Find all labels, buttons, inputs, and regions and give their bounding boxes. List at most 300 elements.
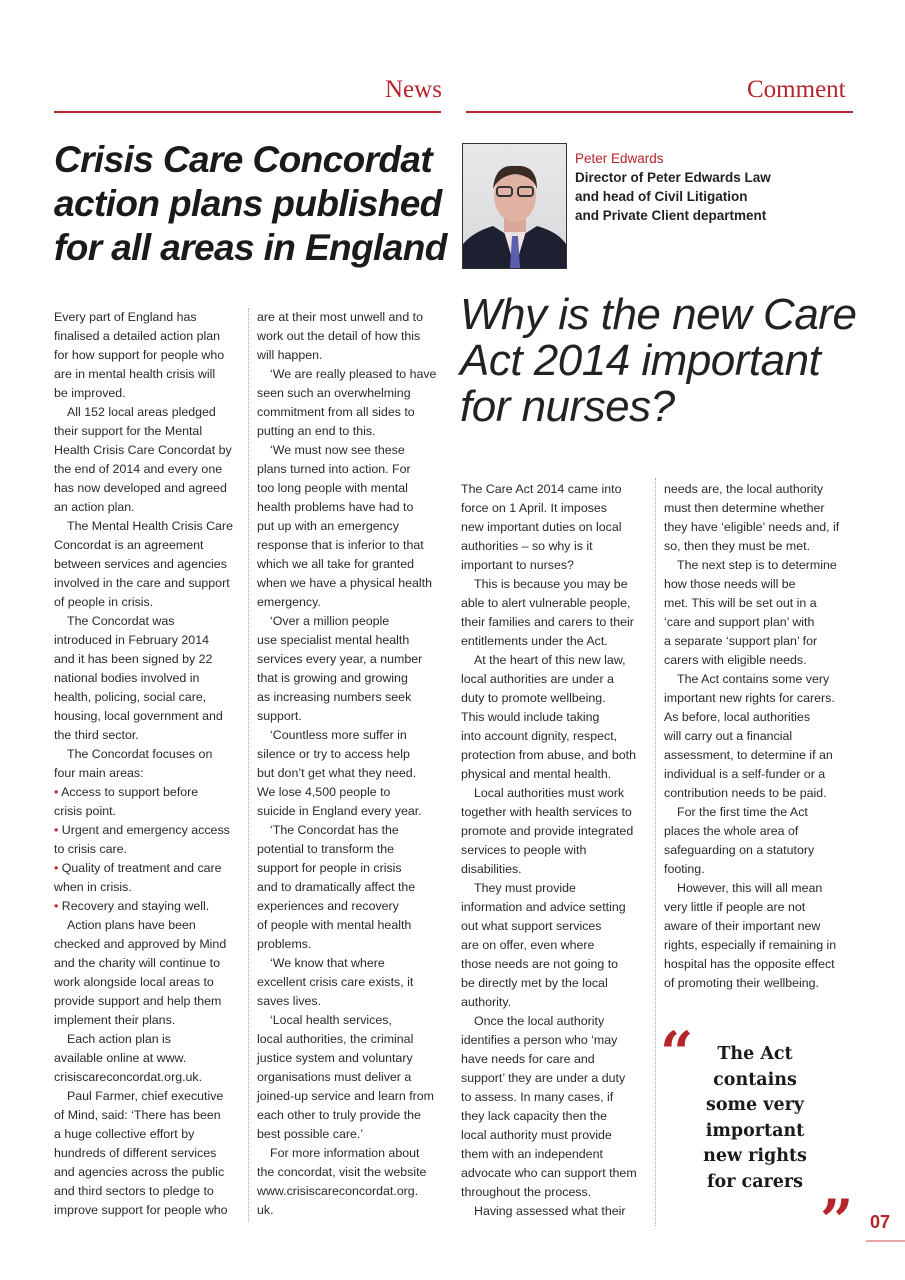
line-text: which we all take for granted <box>257 557 415 571</box>
text-line <box>54 1163 246 1182</box>
line-text: services to people with <box>461 843 587 857</box>
line-text: implement their plans. <box>54 1013 176 1027</box>
text-line <box>664 879 856 898</box>
line-text: response that is inferior to that <box>257 538 424 552</box>
line-text: checked and approved by Mind <box>54 937 227 951</box>
line-text: are at their most unwell and to <box>257 310 423 324</box>
line-text: of people with mental health <box>257 918 412 932</box>
text-line <box>54 384 246 403</box>
text-line <box>257 821 449 840</box>
comment-title <box>460 292 856 430</box>
text-line <box>257 308 449 327</box>
news-column-2 <box>257 308 449 1220</box>
text-line <box>54 916 246 935</box>
bullet-icon: • <box>54 785 62 799</box>
line-text: out what support services <box>461 919 602 933</box>
title-line: for nurses? <box>460 382 675 431</box>
text-line <box>664 708 856 727</box>
paragraph <box>54 308 246 403</box>
text-line <box>257 954 449 973</box>
line-text: excellent crisis care exists, it <box>257 975 414 989</box>
line-text: four main areas: <box>54 766 144 780</box>
text-line <box>664 860 856 879</box>
line-text: putting an end to this. <box>257 424 376 438</box>
line-text: All 152 local areas pledged <box>67 405 216 419</box>
text-line <box>54 517 246 536</box>
text-line <box>461 1202 653 1221</box>
line-text: duty to promote wellbeing. <box>461 691 606 705</box>
line-text: crisis point. <box>54 804 116 818</box>
text-line <box>257 327 449 346</box>
text-line <box>257 802 449 821</box>
line-text: and agencies across the public <box>54 1165 225 1179</box>
paragraph <box>664 556 856 670</box>
line-text: services every year, a number <box>257 652 423 666</box>
text-line <box>54 536 246 555</box>
paragraph <box>461 1012 653 1202</box>
line-text: advocate who can support them <box>461 1166 637 1180</box>
line-text: are on offer, even where <box>461 938 595 952</box>
text-line <box>257 973 449 992</box>
line-text: Having assessed what their <box>474 1204 626 1218</box>
line-text: are in mental health crisis will <box>54 367 216 381</box>
close-quote-icon: ” <box>820 1187 854 1255</box>
line-text: justice system and voluntary <box>257 1051 413 1065</box>
line-text: an action plan. <box>54 500 135 514</box>
text-line <box>54 992 246 1011</box>
text-line <box>664 537 856 556</box>
line-text: introduced in February 2014 <box>54 633 209 647</box>
text-line <box>54 859 246 878</box>
line-text: between services and agencies <box>54 557 227 571</box>
bullet-icon: • <box>54 823 62 837</box>
section-label-comment: Comment <box>747 76 846 103</box>
text-line <box>54 612 246 631</box>
text-line <box>257 840 449 859</box>
text-line <box>54 498 246 517</box>
line-text: for how support for people who <box>54 348 225 362</box>
text-line <box>54 745 246 764</box>
paragraph <box>257 308 449 365</box>
text-line <box>257 745 449 764</box>
line-text: the end of 2014 and every one <box>54 462 223 476</box>
bullet-icon: • <box>54 861 62 875</box>
text-line <box>664 803 856 822</box>
line-text: safeguarding on a statutory <box>664 843 815 857</box>
text-line <box>461 993 653 1012</box>
text-line <box>461 689 653 708</box>
text-line <box>461 955 653 974</box>
text-line <box>461 1031 653 1050</box>
line-text: involved in the care and support <box>54 576 230 590</box>
bullet-item <box>54 859 246 897</box>
paragraph <box>54 1030 246 1087</box>
line-text: ‘Countless more suffer in <box>270 728 407 742</box>
text-line <box>257 935 449 954</box>
line-text: Action plans have been <box>67 918 196 932</box>
text-line <box>54 460 246 479</box>
line-text: suicide in England every year. <box>257 804 422 818</box>
text-line <box>257 460 449 479</box>
text-line <box>461 1012 653 1031</box>
paragraph <box>461 879 653 1012</box>
text-line <box>461 974 653 993</box>
author-byline <box>575 149 771 225</box>
text-line <box>664 822 856 841</box>
text-line <box>664 632 856 651</box>
text-line <box>54 1011 246 1030</box>
line-text: will happen. <box>257 348 323 362</box>
line-text: new important duties on local <box>461 520 622 534</box>
line-text: ‘We are really pleased to have <box>270 367 437 381</box>
line-text: crisiscareconcordat.org.uk. <box>54 1070 203 1084</box>
text-line <box>54 1087 246 1106</box>
line-text: places the whole area of <box>664 824 799 838</box>
line-text: uk. <box>257 1203 274 1217</box>
line-text: Urgent and emergency access <box>61 823 230 837</box>
text-line <box>257 992 449 1011</box>
paragraph <box>257 954 449 1011</box>
title-line: Act 2014 important <box>460 336 821 385</box>
line-text: At the heart of this new law, <box>474 653 626 667</box>
text-line <box>461 632 653 651</box>
text-line <box>461 1069 653 1088</box>
text-line <box>54 707 246 726</box>
bullet-icon: • <box>54 899 62 913</box>
line-text: silence or try to access help <box>257 747 410 761</box>
pull-quote-line: The Act <box>717 1044 793 1064</box>
line-text: promote and provide integrated <box>461 824 634 838</box>
text-line <box>257 1125 449 1144</box>
line-text: seen such an overwhelming <box>257 386 411 400</box>
bullet-item <box>54 821 246 859</box>
line-text: together with health services to <box>461 805 632 819</box>
text-line <box>54 1201 246 1220</box>
text-line <box>461 803 653 822</box>
paragraph <box>54 916 246 1030</box>
line-text: contribution needs to be paid. <box>664 786 827 800</box>
line-text: rights, especially if remaining in <box>664 938 837 952</box>
text-line <box>461 613 653 632</box>
text-line <box>257 631 449 650</box>
line-text: The Concordat was <box>67 614 175 628</box>
paragraph <box>664 480 856 556</box>
line-text: support. <box>257 709 302 723</box>
text-line <box>54 1030 246 1049</box>
paragraph <box>664 670 856 803</box>
paragraph <box>257 726 449 821</box>
comment-column-2 <box>664 480 856 993</box>
text-line <box>54 802 246 821</box>
line-text: organisations must deliver a <box>257 1070 412 1084</box>
line-text: This would include taking <box>461 710 600 724</box>
text-line <box>54 726 246 745</box>
open-quote-icon: “ <box>660 1019 694 1087</box>
line-text: work alongside local areas to <box>54 975 214 989</box>
text-line <box>257 1030 449 1049</box>
paragraph <box>54 612 246 745</box>
text-line <box>664 974 856 993</box>
author-role: and Private Client department <box>575 208 767 223</box>
text-line <box>54 650 246 669</box>
text-line <box>461 898 653 917</box>
text-line <box>664 480 856 499</box>
bullet-item <box>54 783 246 821</box>
author-photo <box>462 143 567 269</box>
text-line <box>257 1201 449 1220</box>
line-text: hundreds of different services <box>54 1146 217 1160</box>
comment-rule <box>466 111 853 113</box>
text-line <box>461 651 653 670</box>
line-text: This is because you may be <box>474 577 628 591</box>
text-line <box>257 859 449 878</box>
text-line <box>257 441 449 460</box>
line-text: how those needs will be <box>664 577 796 591</box>
line-text: ‘care and support plan’ with <box>664 615 815 629</box>
pull-quote-line: contains <box>713 1069 797 1090</box>
line-text: Local authorities must work <box>474 786 625 800</box>
line-text: Each action plan is <box>67 1032 172 1046</box>
line-text: throughout the process. <box>461 1185 592 1199</box>
text-line <box>257 346 449 365</box>
text-line <box>664 765 856 784</box>
text-line <box>664 898 856 917</box>
text-line <box>54 1106 246 1125</box>
paragraph <box>257 612 449 726</box>
line-text: local authorities, the criminal <box>257 1032 414 1046</box>
line-text: support for people in crisis <box>257 861 402 875</box>
line-text: health problems have had to <box>257 500 414 514</box>
text-line <box>664 917 856 936</box>
line-text: www.crisiscareconcordat.org. <box>257 1184 419 1198</box>
line-text: health, policing, social care, <box>54 690 207 704</box>
text-line <box>257 783 449 802</box>
text-line <box>257 612 449 631</box>
line-text: potential to transform the <box>257 842 395 856</box>
paragraph <box>461 651 653 784</box>
line-text: The next step is to determine <box>677 558 837 572</box>
line-text: be directly met by the local <box>461 976 608 990</box>
line-text: Once the local authority <box>474 1014 605 1028</box>
line-text: footing. <box>664 862 705 876</box>
text-line <box>257 1011 449 1030</box>
line-text: will carry out a financial <box>664 729 793 743</box>
column-divider <box>655 478 656 1226</box>
text-line <box>54 1068 246 1087</box>
line-text: when we have a physical health <box>257 576 432 590</box>
line-text: The Care Act 2014 came into <box>461 482 622 496</box>
text-line <box>461 537 653 556</box>
line-text: plans turned into action. For <box>257 462 411 476</box>
line-text: to crisis care. <box>54 842 127 856</box>
line-text: assessment, to determine if an <box>664 748 833 762</box>
line-text: Concordat is an agreement <box>54 538 204 552</box>
line-text: work out the detail of how this <box>257 329 421 343</box>
text-line <box>257 498 449 517</box>
line-text: housing, local government and <box>54 709 223 723</box>
text-line <box>461 784 653 803</box>
text-line <box>257 422 449 441</box>
news-headline <box>54 138 454 270</box>
line-text: However, this will all mean <box>677 881 823 895</box>
text-line <box>664 841 856 860</box>
line-text: entitlements under the Act. <box>461 634 608 648</box>
text-line <box>461 575 653 594</box>
line-text: too long people with mental <box>257 481 408 495</box>
headline-line: action plans published <box>54 183 442 224</box>
text-line <box>461 1164 653 1183</box>
paragraph <box>461 575 653 651</box>
text-line <box>257 536 449 555</box>
text-line <box>461 1183 653 1202</box>
text-line <box>54 308 246 327</box>
text-line <box>54 574 246 593</box>
text-line <box>461 917 653 936</box>
text-line <box>257 726 449 745</box>
text-line <box>461 708 653 727</box>
text-line <box>257 1068 449 1087</box>
paragraph <box>54 1087 246 1220</box>
line-text: physical and mental health. <box>461 767 612 781</box>
line-text: ‘The Concordat has the <box>270 823 399 837</box>
text-line <box>257 916 449 935</box>
text-line <box>664 575 856 594</box>
line-text: The Concordat focuses on <box>67 747 213 761</box>
line-text: each other to truly provide the <box>257 1108 421 1122</box>
comment-column-1 <box>461 480 653 1221</box>
paragraph <box>257 821 449 954</box>
text-line <box>461 594 653 613</box>
line-text: to assess. In many cases, if <box>461 1090 614 1104</box>
paragraph <box>461 1202 653 1221</box>
text-line <box>54 631 246 650</box>
line-text: hospital has the opposite effect <box>664 957 835 971</box>
line-text: and third sectors to pledge to <box>54 1184 214 1198</box>
text-line <box>54 593 246 612</box>
line-text: their families and carers to their <box>461 615 634 629</box>
text-line <box>664 784 856 803</box>
text-line <box>54 422 246 441</box>
line-text: aware of their important new <box>664 919 821 933</box>
text-line <box>54 479 246 498</box>
line-text: national bodies involved in <box>54 671 200 685</box>
text-line <box>54 327 246 346</box>
line-text: very little if people are not <box>664 900 806 914</box>
text-line <box>257 897 449 916</box>
text-line <box>257 555 449 574</box>
line-text: carers with eligible needs. <box>664 653 807 667</box>
line-text: The Mental Health Crisis Care <box>67 519 233 533</box>
line-text: Recovery and staying well. <box>61 899 210 913</box>
text-line <box>461 556 653 575</box>
text-line <box>54 783 246 802</box>
text-line <box>54 935 246 954</box>
line-text: must then determine whether <box>664 501 825 515</box>
text-line <box>664 727 856 746</box>
line-text: as increasing numbers seek <box>257 690 412 704</box>
text-line <box>257 1163 449 1182</box>
line-text: saves lives. <box>257 994 322 1008</box>
text-line <box>54 821 246 840</box>
line-text: important new rights for carers. <box>664 691 835 705</box>
text-line <box>664 670 856 689</box>
line-text: of people in crisis. <box>54 595 154 609</box>
text-line <box>54 840 246 859</box>
line-text: of promoting their wellbeing. <box>664 976 819 990</box>
paragraph <box>257 365 449 441</box>
text-line <box>257 707 449 726</box>
line-text: met. This will be set out in a <box>664 596 817 610</box>
line-text: them with an independent <box>461 1147 603 1161</box>
text-line <box>461 499 653 518</box>
line-text: local authority must provide <box>461 1128 612 1142</box>
author-name: Peter Edwards <box>575 151 664 166</box>
line-text: the third sector. <box>54 728 139 742</box>
bullet-item <box>54 897 246 916</box>
text-line <box>54 669 246 688</box>
line-text: able to alert vulnerable people, <box>461 596 631 610</box>
line-text: force on 1 April. It imposes <box>461 501 608 515</box>
text-line <box>54 403 246 422</box>
text-line <box>257 1049 449 1068</box>
line-text: As before, local authorities <box>664 710 811 724</box>
line-text: needs are, the local authority <box>664 482 824 496</box>
line-text: they have ‘eligible’ needs and, if <box>664 520 840 534</box>
text-line <box>461 879 653 898</box>
pull-quote-line: for carers <box>707 1171 803 1192</box>
text-line <box>664 518 856 537</box>
text-line <box>461 1126 653 1145</box>
line-text: provide support and help them <box>54 994 222 1008</box>
text-line <box>257 1106 449 1125</box>
page-number: 07 <box>870 1212 891 1232</box>
line-text: experiences and recovery <box>257 899 399 913</box>
paragraph <box>257 441 449 612</box>
text-line <box>54 441 246 460</box>
line-text: ‘Local health services, <box>270 1013 392 1027</box>
text-line <box>664 594 856 613</box>
line-text: use specialist mental health <box>257 633 410 647</box>
text-line <box>461 1050 653 1069</box>
text-line <box>257 479 449 498</box>
line-text: their support for the Mental <box>54 424 203 438</box>
text-line <box>664 746 856 765</box>
line-text: when in crisis. <box>54 880 132 894</box>
line-text: best possible care.’ <box>257 1127 364 1141</box>
text-line <box>54 365 246 384</box>
line-text: a separate ‘support plan’ for <box>664 634 818 648</box>
line-text: they lack capacity then the <box>461 1109 608 1123</box>
text-line <box>664 651 856 670</box>
line-text: the concordat, visit the website <box>257 1165 427 1179</box>
paragraph <box>664 803 856 879</box>
line-text: protection from abuse, and both <box>461 748 636 762</box>
text-line <box>257 403 449 422</box>
line-text: For more information about <box>270 1146 420 1160</box>
text-line <box>54 897 246 916</box>
line-text: We lose 4,500 people to <box>257 785 391 799</box>
line-text: Access to support before <box>61 785 199 799</box>
line-text: The Act contains some very <box>677 672 830 686</box>
text-line <box>54 688 246 707</box>
text-line <box>461 670 653 689</box>
text-line <box>257 688 449 707</box>
paragraph <box>54 403 246 517</box>
line-text: a huge collective effort by <box>54 1127 195 1141</box>
text-line <box>54 973 246 992</box>
title-line: Why is the new Care <box>460 290 857 339</box>
paragraph <box>54 517 246 612</box>
